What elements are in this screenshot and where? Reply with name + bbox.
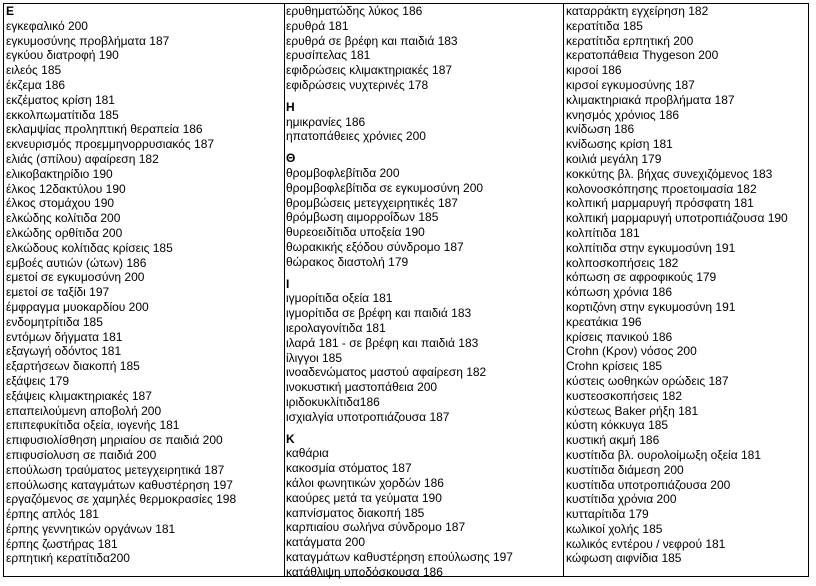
index-entry: κόπωση σε αφροφικούς 179 (566, 270, 717, 285)
index-entry: εμετοί σε ταξίδι 197 (6, 285, 110, 300)
index-entry: εκλαμψίας προληπτική θεραπεία 186 (6, 122, 203, 137)
index-entry: κιρσοί 186 (566, 63, 622, 78)
index-entry: επιφυσιολίσθηση μηριαίου σε παιδιά 200 (6, 433, 223, 448)
index-entry: ενδομητρίτιδα 185 (6, 314, 103, 329)
index-entry: επιφυσίολυση σε παιδιά 200 (6, 447, 157, 462)
index-entry: κωλικός εντέρου / νεφρού 181 (566, 536, 726, 551)
index-entry: κυστίτιδα βλ. ουρολοίμωξη οξεία 181 (566, 447, 761, 462)
index-entry: ερπητική κερατίτιδα200 (6, 551, 130, 566)
index-entry: ίλιγγοι 185 (286, 350, 343, 365)
index-entry: ελιάς (σπίλου) αφαίρεση 182 (6, 151, 159, 166)
index-entry: κρίσεις πανικού 186 (566, 329, 673, 344)
index-entry: κατάθλιψη υποδόσκουσα 186 (286, 564, 443, 579)
index-entry: κερατοπάθεια Thygeson 200 (566, 48, 719, 63)
index-entry: ελκώδους κολίτιδας κρίσεις 185 (6, 240, 173, 255)
section-letter-heading: Η (286, 99, 295, 114)
index-entry: ηπατοπάθειες χρόνιες 200 (286, 129, 426, 144)
index-entry: κόπωση χρόνια 186 (566, 285, 673, 300)
index-entry: εργαζόμενος σε χαμηλές θερμοκρασίες 198 (6, 492, 237, 507)
index-entry: καθάρια (286, 446, 329, 461)
section-letter-heading: Ι (286, 276, 290, 291)
index-entry: κοιλιά μεγάλη 179 (566, 151, 662, 166)
index-entry: θρομβώσεις μετεγχειρητικές 187 (286, 195, 458, 210)
index-entry: κατάγματα 200 (286, 535, 366, 550)
index-entry: επούλωσης καταγμάτων καθυστέρηση 197 (6, 477, 233, 492)
index-entry: ιερολαγονίτιδα 181 (286, 320, 386, 335)
index-entry: εξαγωγή οδόντος 181 (6, 344, 122, 359)
index-entry: έρπης ζωστήρας 181 (6, 536, 118, 551)
index-entry: κάλοι φωνητικών χορδών 186 (286, 475, 444, 490)
index-entry: κυστική ακμή 186 (566, 433, 660, 448)
index-entry: έλκος στομάχου 190 (6, 196, 115, 211)
index-entry: ερυθρά σε βρέφη και παιδιά 183 (286, 33, 458, 48)
index-entry: θωρακικής εξόδου σύνδρομο 187 (286, 239, 464, 254)
index-entry: κολπική μαρμαρυγή πρόσφατη 181 (566, 196, 754, 211)
index-entry: εξαρτήσεων διακοπή 185 (6, 359, 140, 374)
index-column-2 (286, 4, 562, 579)
index-entry: εγκεφαλικό 200 (6, 18, 88, 33)
column-divider-1 (284, 3, 285, 577)
index-entry: ινοκυστική μαστοπάθεια 200 (286, 380, 438, 395)
index-entry: εκζέματος κρίση 181 (6, 92, 115, 107)
index-entry: έρπης γεννητικών οργάνων 181 (6, 521, 176, 536)
index-entry: κνίδωσης κρίση 181 (566, 137, 673, 152)
index-entry: Crohn κρίσεις 185 (566, 359, 663, 374)
index-entry: καταγμάτων καθυστέρηση επούλωσης 197 (286, 549, 513, 564)
index-column-3 (566, 4, 810, 566)
index-entry: ελκώδης κολίτιδα 200 (6, 211, 121, 226)
index-entry: κύστεις ωοθηκών ορώδεις 187 (566, 373, 729, 388)
index-entry: κυστίτιδα χρόνια 200 (566, 492, 677, 507)
index-entry: εξάψεις 179 (6, 373, 70, 388)
index-entry: κολπίτιδα στην εγκυμοσύνη 191 (566, 240, 736, 255)
index-entry: ειλεός 185 (6, 63, 62, 78)
section-gap (286, 425, 562, 432)
index-entry: κερατίτιδα 185 (566, 18, 643, 33)
index-entry: εξάψεις κλιμακτηριακές 187 (6, 388, 152, 403)
index-entry: εκνευρισμός προεμμηνορρυσιακός 187 (6, 137, 215, 152)
index-entry: έμφραγμα μυοκαρδίου 200 (6, 299, 149, 314)
index-entry: κώφωση αιφνίδια 185 (566, 551, 682, 566)
index-entry: καούρες μετά τα γεύματα 190 (286, 490, 442, 505)
section-gap (286, 93, 562, 100)
index-entry: κακοσμία στόματος 187 (286, 461, 412, 476)
index-entry: κύστεως Baker ρήξη 181 (566, 403, 699, 418)
index-entry: ιλαρά 181 - σε βρέφη και παιδιά 183 (286, 335, 479, 350)
index-entry: κυστίτιδα υποτροπιάζουσα 200 (566, 477, 731, 492)
index-entry: ερυθρά 181 (286, 18, 349, 33)
index-entry: εγκυμοσύνης προβλήματα 187 (6, 33, 170, 48)
index-entry: Crohn (Κρον) νόσος 200 (566, 344, 697, 359)
index-entry: εντόμων δήγματα 181 (6, 329, 123, 344)
index-entry: καταρράκτη εγχείρηση 182 (566, 4, 709, 18)
index-entry: κιρσοί εγκυμοσύνης 187 (566, 77, 695, 92)
index-entry: καρπιαίου σωλήνα σύνδρομο 187 (286, 520, 466, 535)
index-entry: επούλωση τραύματος μετεγχειρητικά 187 (6, 462, 225, 477)
index-entry: θρόμβωση αιμορροΐδων 185 (286, 210, 439, 225)
index-entry: εμβοές αυτιών (ώτων) 186 (6, 255, 147, 270)
index-entry: κορτιζόνη στην εγκυμοσύνη 191 (566, 299, 736, 314)
index-entry: θρομβοφλεβίτιδα 200 (286, 165, 400, 180)
index-entry: εφιδρώσεις κλιμακτηριακές 187 (286, 63, 453, 78)
section-gap (286, 144, 562, 151)
index-entry: έκζεμα 186 (6, 77, 66, 92)
section-letter-heading: Ε (6, 4, 15, 18)
index-entry: κολπική μαρμαρυγή υποτροπιάζουσα 190 (566, 211, 788, 226)
index-entry: κοκκύτης βλ. βήχας συνεχιζόμενος 183 (566, 166, 773, 181)
index-entry: θρομβοφλεβίτιδα σε εγκυμοσύνη 200 (286, 180, 484, 195)
index-entry: καπνίσματος διακοπή 185 (286, 505, 425, 520)
index-entry: ιγμορίτιδα οξεία 181 (286, 291, 393, 306)
index-entry: ινοαδενώματος μαστού αφαίρεση 182 (286, 365, 487, 380)
index-entry: ελικοβακτηρίδιο 190 (6, 166, 113, 181)
index-entry: θυρεοειδίτιδα υποξεία 190 (286, 225, 425, 240)
index-entry: ιριδοκυκλίτιδα186 (286, 394, 380, 409)
index-entry: κυστεοσκοπήσεις 182 (566, 388, 683, 403)
index-entry: κύστη κόκκυγα 185 (566, 418, 669, 433)
index-entry: ελκώδης ορθίτιδα 200 (6, 225, 123, 240)
index-entry: κρεατάκια 196 (566, 314, 642, 329)
index-entry: κυστίτιδα διάμεση 200 (566, 462, 684, 477)
index-entry: κολπίτιδα 181 (566, 225, 640, 240)
index-entry: έρπης απλός 181 (6, 507, 99, 522)
index-column-1 (6, 4, 282, 566)
index-entry: ισχιαλγία υποτροπιάζουσα 187 (286, 409, 450, 424)
index-entry: ερυθηματώδης λύκος 186 (286, 4, 423, 18)
index-entry: έλκος 12δακτύλου 190 (6, 181, 126, 196)
index-entry: ερυσίπελας 181 (286, 48, 371, 63)
index-entry: κερατίτιδα ερπητική 200 (566, 33, 694, 48)
index-entry: κνησμός χρόνιος 186 (566, 107, 680, 122)
index-entry: ημικρανίες 186 (286, 114, 366, 129)
index-entry: κυτταρίτιδα 179 (566, 507, 649, 522)
section-letter-heading: Θ (286, 151, 296, 166)
index-entry: κολονοσκόπησης προετοιμασία 182 (566, 181, 757, 196)
index-entry: κωλικοί χολής 185 (566, 521, 663, 536)
index-entry: ιγμορίτιδα σε βρέφη και παιδιά 183 (286, 306, 472, 321)
index-entry: εφιδρώσεις νυχτερινές 178 (286, 77, 429, 92)
index-entry: θώρακος διαστολή 179 (286, 254, 409, 269)
index-entry: κλιμακτηριακά προβλήματα 187 (566, 92, 735, 107)
index-entry: επαπειλούμενη αποβολή 200 (6, 403, 162, 418)
section-gap (286, 270, 562, 277)
index-entry: εμετοί σε εγκυμοσύνη 200 (6, 270, 145, 285)
section-letter-heading: Κ (286, 431, 295, 446)
index-entry: εκκολπωματίτιδα 185 (6, 107, 119, 122)
column-divider-2 (563, 3, 564, 577)
index-entry: κνίδωση 186 (566, 122, 635, 137)
index-entry: επιπεφυκίτιδα οξεία, ιογενής 181 (6, 418, 180, 433)
index-entry: κολποσκοπήσεις 182 (566, 255, 679, 270)
index-entry: εγκύου διατροφή 190 (6, 48, 119, 63)
